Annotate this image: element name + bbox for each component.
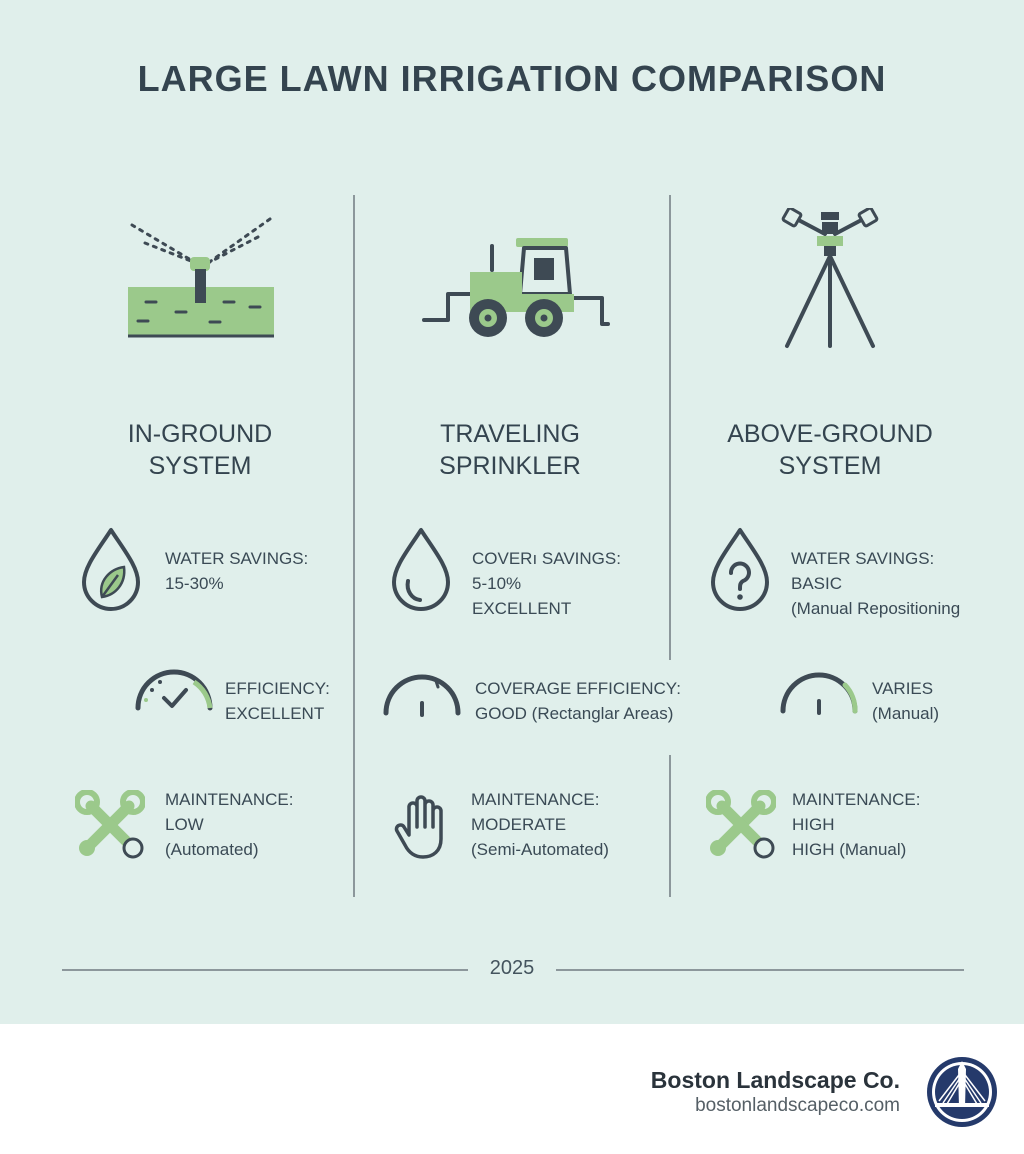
brand-block xyxy=(651,1066,900,1118)
water-drop-leaf-icon xyxy=(78,525,144,615)
brand-url: bostonlandscapeco.com xyxy=(695,1095,900,1116)
feature-water-savings: WATER SAVINGS: BASIC (Manual Repositioning xyxy=(791,549,961,618)
wrench-icon xyxy=(75,790,145,860)
water-drop-icon xyxy=(388,525,454,615)
column-title-in-ground: IN-GROUND SYSTEM xyxy=(127,420,273,480)
brand-name: Boston Landscape Co. xyxy=(650,1067,900,1093)
column-title-above-ground: ABOVE-GROUND SYSTEM xyxy=(727,420,933,480)
column-divider xyxy=(353,195,355,897)
feature-efficiency: EFFICIENCY: EXCELLENT xyxy=(225,679,330,723)
page-title: LARGE LAWN IRRIGATION COMPARISON xyxy=(137,58,887,99)
gauge-check-icon xyxy=(132,660,216,716)
column-title-traveling: TRAVELING SPRINKLER xyxy=(439,420,581,480)
footer-rule-left xyxy=(62,969,468,971)
feature-maintenance: MAINTENANCE: HIGH HIGH (Manual) xyxy=(792,790,921,859)
hand-icon xyxy=(393,795,453,861)
traveling-sprinkler-tractor-icon xyxy=(420,232,615,347)
in-ground-sprinkler-icon xyxy=(120,205,285,345)
feature-maintenance: MAINTENANCE: LOW (Automated) xyxy=(165,790,294,859)
feature-coverage-savings: COVERı SAVINGS: 5-10% EXCELLENT xyxy=(472,549,621,618)
footer-rule-right xyxy=(556,969,964,971)
gauge-icon xyxy=(777,663,861,719)
tripod-sprinkler-icon xyxy=(775,208,885,353)
column-divider xyxy=(669,195,671,660)
gauge-icon xyxy=(380,665,464,721)
feature-efficiency: VARIES (Manual) xyxy=(872,679,940,723)
bridge-seal-icon xyxy=(925,1055,999,1129)
feature-maintenance: MAINTENANCE: MODERATE (Semi-Automated) xyxy=(471,790,609,859)
column-divider xyxy=(669,755,671,897)
water-drop-question-icon xyxy=(707,525,773,615)
feature-coverage-efficiency: COVERAGE EFFICIENCY: GOOD (Rectanglar Areas) xyxy=(475,679,681,723)
wrench-icon xyxy=(706,790,776,860)
feature-water-savings: WATER SAVINGS: 15-30% xyxy=(165,549,309,593)
footer-year: 2025 xyxy=(489,957,535,979)
